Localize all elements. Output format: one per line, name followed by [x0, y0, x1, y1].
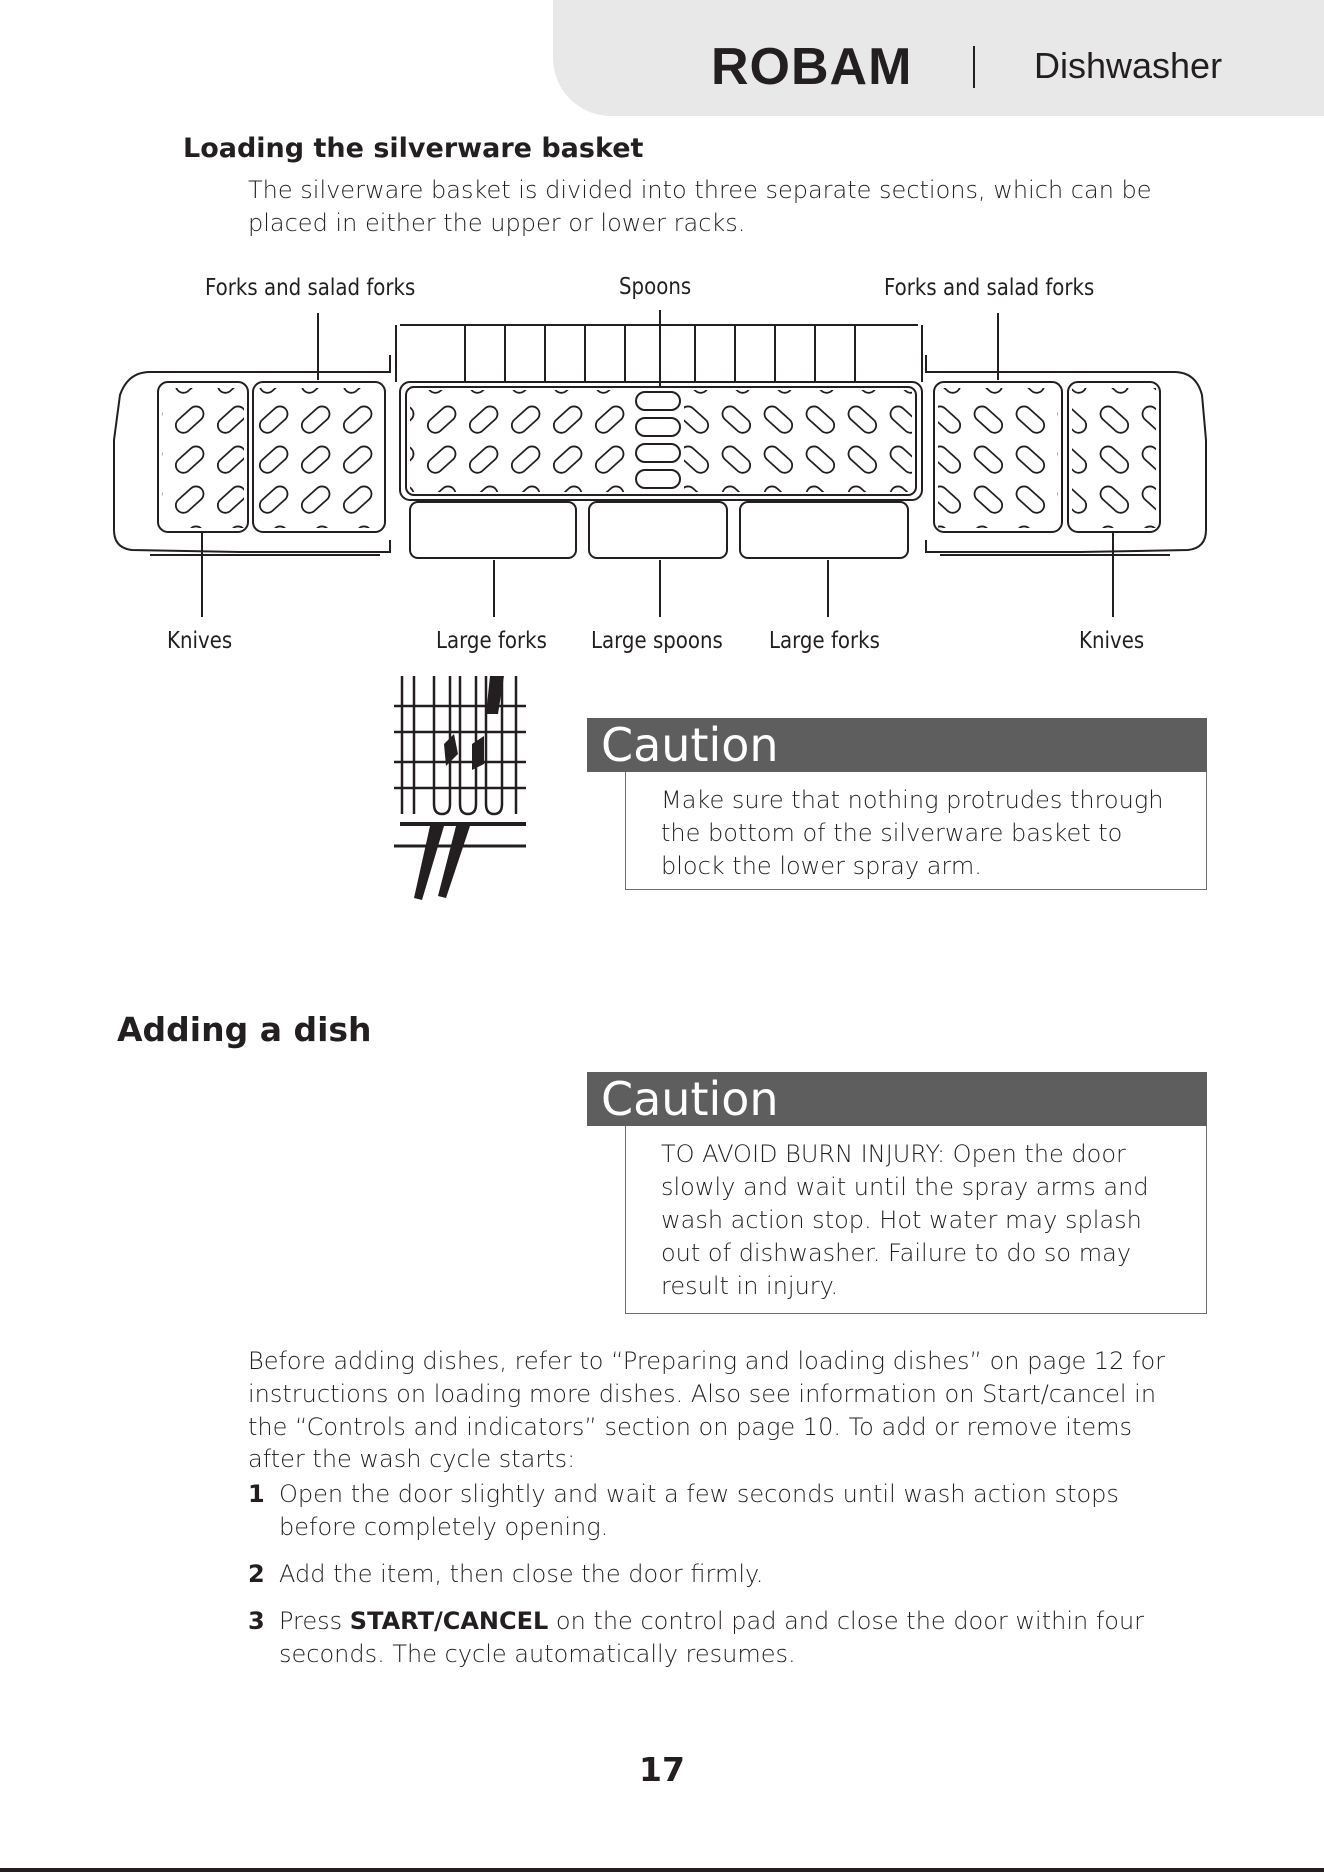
silverware-intro-line2: placed in either the upper or lower racks. — [248, 209, 746, 237]
silverware-intro-line1: The silverware basket is divided into three separate sections, which can be — [248, 176, 1152, 204]
caution-text-line: Make sure that nothing protrudes through — [661, 786, 1164, 814]
step-item — [248, 1478, 1208, 1544]
bottom-rule — [0, 1868, 1324, 1872]
adding-body-line3: the “Controls and indicators” section on page 10. To add or remove items — [248, 1413, 1132, 1441]
label-forks-right: Forks and salad forks — [884, 275, 1095, 301]
rack-detail-illustration — [394, 674, 534, 900]
label-large-spoons: Large spoons — [591, 628, 723, 654]
caution-text-line: result in injury. — [661, 1272, 839, 1300]
step-text-pre: Press — [279, 1607, 350, 1635]
step-text: Open the door slightly and wait a few seconds until wash action stops — [279, 1480, 1119, 1508]
caution-heading-adding: Caution — [587, 1072, 1207, 1126]
caution-text-line: slowly and wait until the spray arms and — [661, 1173, 1149, 1201]
brand-logo: ROBAM — [711, 38, 913, 96]
label-spoons: Spoons — [619, 274, 692, 300]
caution-box-adding — [625, 1126, 1207, 1314]
step-number: 1 — [248, 1480, 265, 1508]
caution-box-silverware — [625, 772, 1207, 890]
caution-text-line: TO AVOID BURN INJURY: Open the door — [661, 1140, 1126, 1168]
step-item — [248, 1605, 1208, 1671]
step-text: Add the item, then close the door firmly. — [279, 1560, 764, 1588]
step-text: seconds. The cycle automatically resumes. — [279, 1640, 796, 1668]
step-text — [279, 1605, 1208, 1638]
silverware-heading: Loading the silverware basket — [183, 133, 644, 164]
adding-dish-heading: Adding a dish — [117, 1010, 372, 1049]
label-knives-right: Knives — [1079, 628, 1145, 654]
caution-text-line: wash action stop. Hot water may splash — [661, 1206, 1142, 1234]
steps-list — [248, 1478, 1208, 1685]
caution-text-line: out of dishwasher. Failure to do so may — [661, 1239, 1132, 1267]
header-product: Dishwasher — [1034, 45, 1223, 86]
step-text-post: on the control pad and close the door within four — [548, 1607, 1145, 1635]
label-large-forks-right: Large forks — [769, 628, 880, 654]
caution-heading-silverware: Caution — [587, 718, 1207, 772]
label-knives-left: Knives — [167, 628, 233, 654]
step-number: 3 — [248, 1607, 265, 1635]
label-forks-left: Forks and salad forks — [205, 275, 416, 301]
adding-body-line4: after the wash cycle starts: — [248, 1445, 576, 1473]
label-large-forks-left: Large forks — [436, 628, 547, 654]
step-number: 2 — [248, 1560, 265, 1588]
step-item — [248, 1558, 1208, 1591]
step-text: before completely opening. — [279, 1513, 609, 1541]
adding-body-line2: instructions on loading more dishes. Also see information on Start/cancel in — [248, 1380, 1157, 1408]
start-cancel-keyword: START/CANCEL — [349, 1607, 549, 1635]
adding-body-line1: Before adding dishes, refer to “Preparing and loading dishes” on page 12 for — [248, 1347, 1166, 1375]
caution-text-line: the bottom of the silverware basket to — [661, 819, 1123, 847]
page-number: 17 — [639, 1750, 685, 1789]
caution-text-line: block the lower spray arm. — [661, 852, 982, 880]
